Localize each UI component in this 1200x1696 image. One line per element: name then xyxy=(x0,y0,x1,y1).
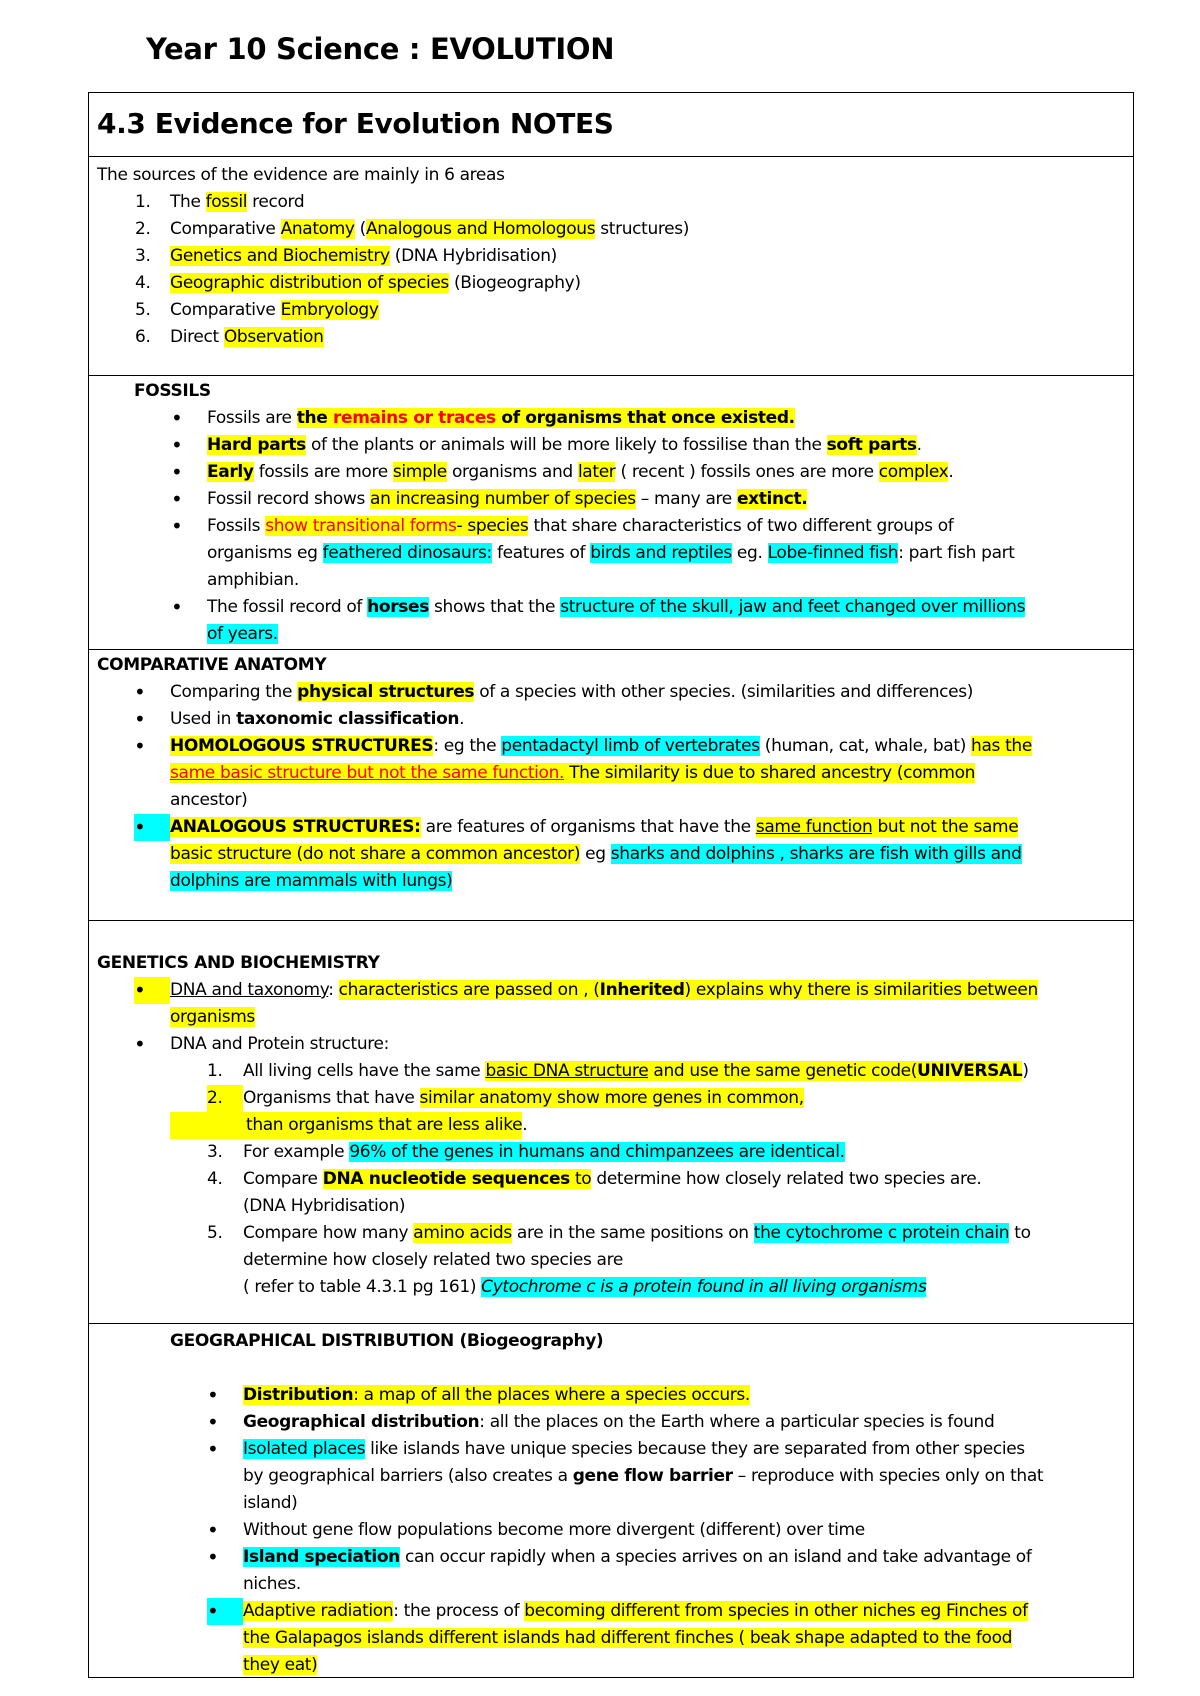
highlight-text: the Galapagos islands different islands had different finches ( beak shape adapted to the food xyxy=(243,1628,1013,1648)
list-item xyxy=(97,1409,1125,1436)
list-item xyxy=(97,1517,1125,1544)
list-item-continued xyxy=(97,621,1125,648)
highlight-text: organisms xyxy=(170,1007,255,1027)
list-item-continued xyxy=(97,1004,1125,1031)
list-item xyxy=(97,432,1125,459)
geo-cell xyxy=(89,1324,1133,1677)
highlight-text: ) explains why there is similarities between xyxy=(684,980,1038,1000)
highlight-text: feathered dinosaurs: xyxy=(322,543,492,563)
item-text: Without gene flow populations become more divergent (different) over time xyxy=(243,1520,865,1540)
highlight-text: of organisms that once existed. xyxy=(495,408,795,428)
item-text: organisms and xyxy=(446,462,578,482)
item-text: (human, cat, whale, bat) xyxy=(759,736,972,756)
highlight-text: soft parts xyxy=(826,435,917,455)
highlight-text: Observation xyxy=(223,327,324,347)
list-item-continued: island) xyxy=(243,1493,298,1513)
highlight-text: fossil xyxy=(205,192,248,212)
notes-table xyxy=(88,92,1134,1678)
item-text: ) xyxy=(1022,1061,1029,1081)
list-item-continued xyxy=(97,1112,1125,1139)
bullet: • xyxy=(134,977,170,1004)
list-item xyxy=(97,513,1125,540)
item-text: Used in xyxy=(170,709,237,729)
item-text: record xyxy=(247,192,305,212)
item-text: – many are xyxy=(635,489,737,509)
list-item xyxy=(97,297,1125,324)
list-item xyxy=(97,1139,1125,1166)
highlight-text: same function xyxy=(755,817,873,837)
list-item xyxy=(97,459,1125,486)
highlight-text: Cytochrome c is a protein found in all living organisms xyxy=(481,1277,927,1297)
item-text: shows that the xyxy=(428,597,561,617)
highlight-text: extinct. xyxy=(736,489,808,509)
item-text: All living cells have the same xyxy=(243,1061,486,1081)
list-item xyxy=(97,706,1125,733)
highlight-text: HOMOLOGOUS STRUCTURES xyxy=(170,736,434,756)
list-item-continued: niches. xyxy=(243,1574,301,1594)
item-text: eg. xyxy=(731,543,768,563)
list-item xyxy=(97,1544,1125,1571)
highlight-text: Hard parts xyxy=(207,435,306,455)
list-item xyxy=(97,243,1125,270)
item-text: are features of organisms that have the xyxy=(420,817,756,837)
list-number: 5. xyxy=(207,1223,223,1243)
highlight-text: basic structure but not the same function. xyxy=(219,763,565,783)
fossils-cell xyxy=(89,376,1133,650)
highlight-text: becoming different from species in other niches eg Finches of xyxy=(524,1601,1028,1621)
bullet: • xyxy=(134,680,146,704)
item-text: by geographical barriers (also creates a xyxy=(243,1466,573,1486)
item-text: Compare xyxy=(243,1169,323,1189)
item-text: Comparative xyxy=(170,300,281,320)
highlight-text: they eat) xyxy=(243,1655,318,1675)
list-item xyxy=(97,1436,1125,1463)
highlight-text: than organisms that are less alike xyxy=(170,1112,522,1139)
highlight-text: horses xyxy=(367,597,429,617)
bullet: • xyxy=(134,707,146,731)
geo-title: GEOGRAPHICAL DISTRIBUTION (Biogeography) xyxy=(170,1331,604,1351)
bullet: • xyxy=(171,514,183,538)
list-item-continued xyxy=(97,868,1125,895)
list-item xyxy=(97,594,1125,621)
list-number: 2. xyxy=(135,219,151,239)
item-text: : eg the xyxy=(433,736,502,756)
bullet: • xyxy=(207,1410,219,1434)
highlight-text: Early xyxy=(207,462,254,482)
highlight-text: DNA nucleotide sequences xyxy=(322,1169,570,1189)
highlight-text: Adaptive radiation xyxy=(243,1601,394,1621)
list-item xyxy=(97,1058,1125,1085)
highlight-text: Inherited xyxy=(599,980,685,1000)
list-item-continued: determine how closely related two species are xyxy=(243,1250,623,1270)
item-text: Fossils are xyxy=(207,408,297,428)
highlight-text: same xyxy=(170,763,220,783)
list-item xyxy=(97,679,1125,706)
item-text: organisms eg xyxy=(207,543,323,563)
highlight-text: The similarity is due to shared ancestry (common xyxy=(564,763,976,783)
list-item xyxy=(97,270,1125,297)
list-item xyxy=(97,733,1125,760)
item-text: ( refer to table 4.3.1 pg 161) xyxy=(243,1277,482,1297)
highlight-text: dolphins are mammals with lungs) xyxy=(170,871,453,891)
highlight-text: physical structures xyxy=(297,682,475,702)
list-item xyxy=(97,814,1125,841)
highlight-text: birds and reptiles xyxy=(590,543,732,563)
highlight-text: 96% of the genes in humans and chimpanzees are identical. xyxy=(349,1142,845,1162)
highlight-text: basic DNA structure xyxy=(485,1061,649,1081)
page-title: Year 10 Science : EVOLUTION xyxy=(146,32,615,66)
list-item-continued: (DNA Hybridisation) xyxy=(243,1196,406,1216)
bullet: • xyxy=(171,433,183,457)
list-item-continued xyxy=(97,841,1125,868)
item-text: : xyxy=(328,980,339,1000)
item-text: . xyxy=(916,435,922,455)
item-text: Direct xyxy=(170,327,224,347)
list-item xyxy=(97,486,1125,513)
item-text: : part fish part xyxy=(898,543,1015,563)
highlight-text: to xyxy=(569,1169,592,1189)
item-text: like islands have unique species because they are separated from other species xyxy=(365,1439,1025,1459)
list-number: 1. xyxy=(135,192,151,212)
bullet: • xyxy=(134,734,146,758)
intro-cell xyxy=(89,157,1133,376)
highlight-text: but not the same xyxy=(872,817,1019,837)
highlight-text: of years. xyxy=(207,624,278,644)
item-text: Fossils xyxy=(207,516,266,536)
highlight-text: complex xyxy=(878,462,949,482)
list-number: 5. xyxy=(135,300,151,320)
list-item-continued xyxy=(97,1625,1125,1652)
bullet: • xyxy=(171,460,183,484)
item-text: eg xyxy=(580,844,611,864)
anatomy-title: COMPARATIVE ANATOMY xyxy=(97,655,327,675)
bullet: • xyxy=(171,487,183,511)
item-text: are in the same positions on xyxy=(511,1223,754,1243)
item-text: that share characteristics of two different groups of xyxy=(528,516,954,536)
list-item xyxy=(97,405,1125,432)
bullet: • xyxy=(171,406,183,430)
bullet: • xyxy=(207,1598,243,1625)
list-number: 4. xyxy=(207,1169,223,1189)
item-text: can occur rapidly when a species arrives on an island and take advantage of xyxy=(399,1547,1032,1567)
list-number: 6. xyxy=(135,327,151,347)
list-item xyxy=(97,977,1125,1004)
item-text: fossils are more xyxy=(253,462,393,482)
highlight-text: basic structure (do not share a common ancestor) xyxy=(170,844,581,864)
spacer xyxy=(97,1355,1125,1382)
highlight-text: Anatomy xyxy=(280,219,355,239)
bullet: • xyxy=(134,1032,146,1056)
list-item-continued xyxy=(97,540,1125,567)
bullet: • xyxy=(207,1545,219,1569)
item-text: Organisms that have xyxy=(243,1088,420,1108)
item-text: to xyxy=(1009,1223,1031,1243)
highlight-text: the cytochrome c protein chain xyxy=(753,1223,1010,1243)
list-item xyxy=(97,1166,1125,1193)
item-text: DNA and taxonomy xyxy=(170,980,329,1000)
item-text: Geographical distribution xyxy=(243,1412,480,1432)
heading-cell xyxy=(89,93,1133,157)
highlight-text: : a map of all the places where a species occurs. xyxy=(353,1385,750,1405)
bullet: • xyxy=(207,1383,219,1407)
fossils-title: FOSSILS xyxy=(134,381,211,401)
list-item-continued: amphibian. xyxy=(207,570,299,590)
list-number: 1. xyxy=(207,1061,223,1081)
highlight-text: remains or traces xyxy=(332,408,496,428)
list-item xyxy=(97,1382,1125,1409)
item-text: Comparing the xyxy=(170,682,298,702)
highlight-text: pentadactyl limb of vertebrates xyxy=(501,736,760,756)
anatomy-cell xyxy=(89,650,1133,921)
bullet: • xyxy=(207,1518,219,1542)
list-item xyxy=(97,324,1125,351)
item-text: DNA and Protein structure: xyxy=(170,1034,389,1054)
list-item xyxy=(97,1085,1125,1112)
list-number: 4. xyxy=(135,273,151,293)
list-item-continued xyxy=(97,760,1125,787)
genetics-title: GENETICS AND BIOCHEMISTRY xyxy=(97,953,380,973)
list-item-continued xyxy=(97,1652,1125,1679)
item-text: ( recent ) fossils ones are more xyxy=(615,462,879,482)
bullet: • xyxy=(207,1437,219,1461)
list-item-continued: ancestor) xyxy=(170,790,248,810)
highlight-text: Embryology xyxy=(280,300,379,320)
item-text: taxonomic classification xyxy=(236,709,460,729)
item-text: features of xyxy=(491,543,591,563)
list-item xyxy=(97,1031,1125,1058)
section-heading: 4.3 Evidence for Evolution NOTES xyxy=(97,107,614,140)
intro-lead: The sources of the evidence are mainly in 6 areas xyxy=(97,165,505,185)
highlight-text: simple xyxy=(392,462,447,482)
item-text: Fossil record shows xyxy=(207,489,371,509)
item-text: Compare how many xyxy=(243,1223,414,1243)
highlight-text: structure of the skull, jaw and feet changed over millions xyxy=(560,597,1026,617)
item-text: ( xyxy=(354,219,366,239)
item-text: : the process of xyxy=(393,1601,525,1621)
item-text: gene flow barrier xyxy=(572,1466,733,1486)
genetics-cell xyxy=(89,921,1133,1324)
list-number: 2. xyxy=(207,1085,243,1112)
highlight-text: Geographic distribution of species xyxy=(170,273,449,293)
item-text: of a species with other species. (similarities and differences) xyxy=(474,682,974,702)
item-text: determine how closely related two species are. xyxy=(591,1169,982,1189)
list-number: 3. xyxy=(135,246,151,266)
highlight-text: Analogous and Homologous xyxy=(365,219,596,239)
highlight-text: show transitional forms xyxy=(265,516,457,536)
list-item-continued xyxy=(97,1274,1125,1301)
highlight-text: amino acids xyxy=(413,1223,512,1243)
highlight-text: Island speciation xyxy=(243,1547,400,1567)
item-text: The xyxy=(170,192,206,212)
item-text: of the plants or animals will be more likely to fossilise than the xyxy=(305,435,827,455)
list-number: 3. xyxy=(207,1142,223,1162)
highlight-text: the xyxy=(296,408,333,428)
highlight-text: later xyxy=(577,462,616,482)
highlight-text: sharks and dolphins , sharks are fish with gills and xyxy=(610,844,1022,864)
highlight-text: and use the same genetic code( xyxy=(648,1061,918,1081)
highlight-text: characteristics are passed on , ( xyxy=(338,980,600,1000)
list-item xyxy=(97,1598,1125,1625)
highlight-text: Distribution xyxy=(243,1385,354,1405)
item-text: For example xyxy=(243,1142,350,1162)
list-item-continued xyxy=(97,1463,1125,1490)
highlight-text: an increasing number of species xyxy=(370,489,636,509)
bullet: • xyxy=(134,814,170,841)
item-text: . xyxy=(522,1115,528,1135)
item-text: . xyxy=(459,709,465,729)
bullet: • xyxy=(171,595,183,619)
list-item xyxy=(97,189,1125,216)
item-text: . xyxy=(948,462,954,482)
highlight-text: UNIVERSAL xyxy=(917,1061,1023,1081)
highlight-text: Lobe-finned fish xyxy=(767,543,899,563)
item-text: The fossil record of xyxy=(207,597,368,617)
item-text: (DNA Hybridisation) xyxy=(389,246,557,266)
highlight-text: - species xyxy=(456,516,529,536)
item-text: : all the places on the Earth where a particular species is found xyxy=(479,1412,995,1432)
highlight-text: Genetics and Biochemistry xyxy=(170,246,390,266)
item-text: (Biogeography) xyxy=(448,273,581,293)
list-item xyxy=(97,1220,1125,1247)
highlight-text: similar anatomy show more genes in common, xyxy=(419,1088,804,1108)
highlight-text: ANALOGOUS STRUCTURES: xyxy=(170,817,421,837)
list-item xyxy=(97,216,1125,243)
highlight-text: Isolated places xyxy=(243,1439,366,1459)
item-text: Comparative xyxy=(170,219,281,239)
item-text: – reproduce with species only on that xyxy=(732,1466,1044,1486)
item-text: structures) xyxy=(595,219,690,239)
highlight-text: has the xyxy=(971,736,1032,756)
